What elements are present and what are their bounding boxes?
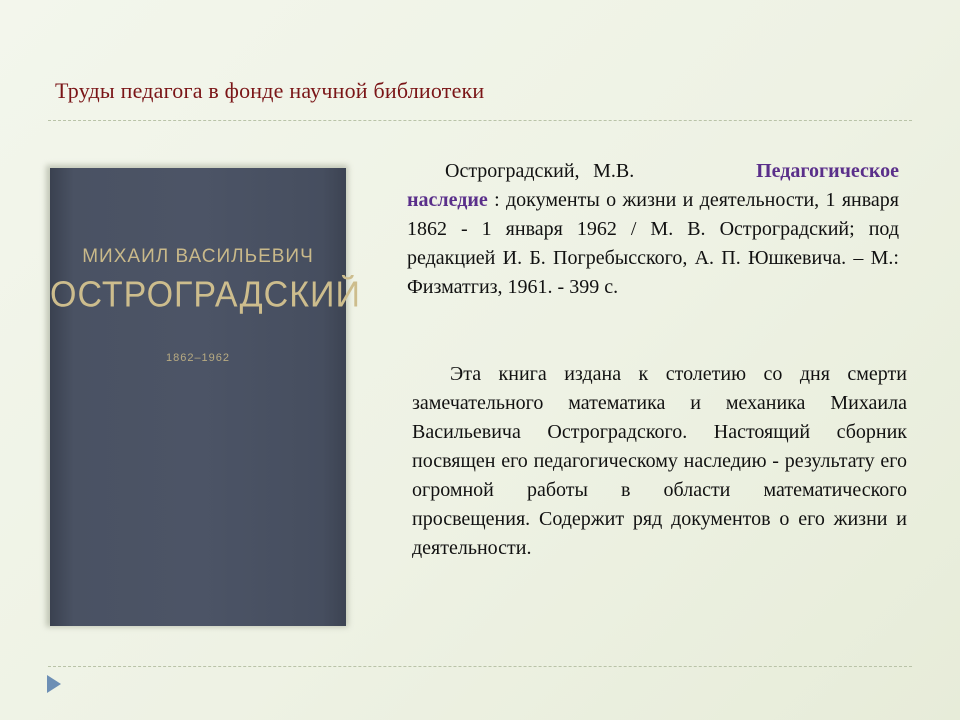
description-paragraph [412,360,907,563]
description-text: Эта книга издана к столетию со дня смерти замечательного математика и механика Михаила Васильевича Остроградского. Настоящий сборник посвящен его педагогическому наследию - результату его огромной работы в области математического просвещения. Содержит ряд документов о его жизни и деятельности. [412,363,907,559]
citation-title-highlight: Педагогическое наследие [407,160,900,211]
bottom-divider [48,666,912,667]
book-cover-years: 1862–1962 [165,352,231,364]
book-cover-author: МИХАИЛ ВАСИЛЬЕВИЧ [82,246,314,267]
top-divider [48,120,912,121]
citation-rest: : документы о жизни и деятельности, 1 января 1862 - 1 января 1962 / М. В. Остроградский; под редакцией И. Б. Погребысского, А. П. Юшкевича. – М.: Физматгиз, 1961. - 399 с. [407,189,899,298]
book-cover-image [50,168,361,626]
citation-author: Остроградский, М.В. [445,160,635,182]
slide-title: Труды педагога в фонде научной библиотеки [55,78,485,103]
triangle-right-icon[interactable] [47,675,61,693]
book-cover-surname: ОСТРОГРАДСКИЙ [50,275,361,315]
citation-paragraph [407,157,899,302]
